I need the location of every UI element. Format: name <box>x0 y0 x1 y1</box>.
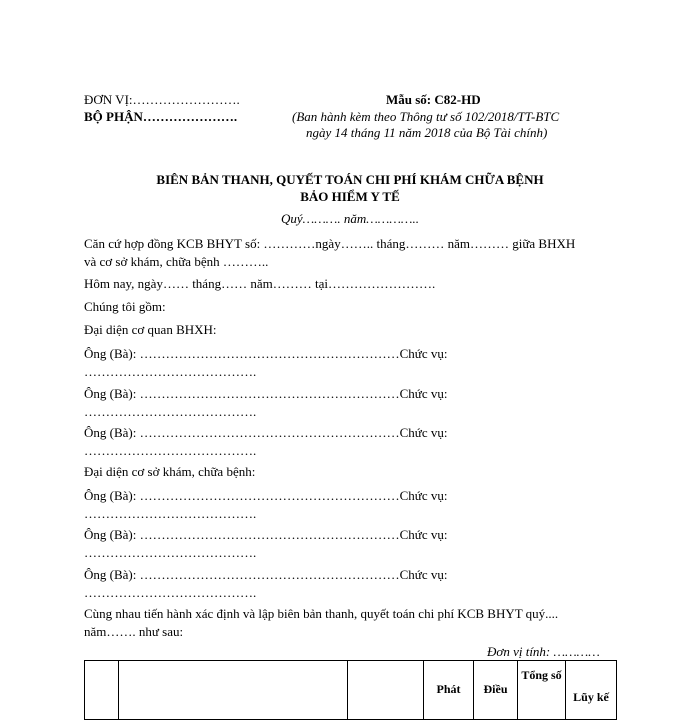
person-line-2: Ông (Bà): ……………………………………………………Chức vụ: <box>84 386 448 401</box>
person-line-2-cont: …………………………………. <box>84 404 257 419</box>
table-cell <box>348 661 424 720</box>
issued-by-line-1: (Ban hành kèm theo Thông tư số 102/2018/TT-BTC <box>292 109 560 124</box>
quarter-year-line: Quý………. năm………….. <box>281 211 419 226</box>
table-cell <box>85 661 119 720</box>
settlement-table <box>84 660 616 720</box>
issued-by-line-2: ngày 14 tháng 11 năm 2018 của Bộ Tài chính) <box>306 125 548 140</box>
person-line-1: Ông (Bà): ……………………………………………………Chức vụ: <box>84 346 448 361</box>
person-line-6-cont: …………………………………. <box>84 585 257 600</box>
facility-representative-heading: Đại diện cơ sở khám, chữa bệnh: <box>84 464 256 479</box>
person-line-5: Ông (Bà): ……………………………………………………Chức vụ: <box>84 527 448 542</box>
contract-basis-paragraph: Căn cứ hợp đồng KCB BHYT số: …………ngày…….. tháng……… năm……… giữa BHXH và cơ sở khám, chữa bệnh ……….. <box>84 236 576 269</box>
date-place-line: Hôm nay, ngày…… tháng…… năm……… tại……………………. <box>84 276 436 291</box>
form-number: Mẫu số: C82-HD <box>386 92 481 107</box>
table-header-luy-ke: Lũy kế <box>566 661 617 720</box>
document-title-line-1: BIÊN BẢN THANH, QUYẾT TOÁN CHI PHÍ KHÁM CHỮA BỆNH <box>156 172 544 187</box>
person-line-4: Ông (Bà): ……………………………………………………Chức vụ: <box>84 488 448 503</box>
bhxh-representative-heading: Đại diện cơ quan BHXH: <box>84 322 217 337</box>
bo-phan-line: BỘ PHẬN…………………. <box>84 109 238 124</box>
table-header-dieu: Điều <box>474 661 518 720</box>
person-line-4-cont: …………………………………. <box>84 506 257 521</box>
unit-line: Đơn vị tính: ………… <box>487 644 600 659</box>
person-line-5-cont: …………………………………. <box>84 545 257 560</box>
members-line: Chúng tôi gồm: <box>84 299 166 314</box>
person-line-3-cont: …………………………………. <box>84 443 257 458</box>
table-header-tong-so: Tổng số <box>518 661 566 720</box>
table-cell <box>119 661 348 720</box>
procedure-paragraph: Cùng nhau tiến hành xác định và lập biên bản thanh, quyết toán chi phí KCB BHYT quý.... năm……. như sau: <box>84 606 559 639</box>
table-header-phat: Phát <box>424 661 474 720</box>
person-line-6: Ông (Bà): ……………………………………………………Chức vụ: <box>84 567 448 582</box>
person-line-1-cont: …………………………………. <box>84 364 257 379</box>
person-line-3: Ông (Bà): ……………………………………………………Chức vụ: <box>84 425 448 440</box>
document-title-line-2: BẢO HIỂM Y TẾ <box>300 189 400 204</box>
don-vi-line: ĐƠN VỊ:……………………. <box>84 92 240 107</box>
